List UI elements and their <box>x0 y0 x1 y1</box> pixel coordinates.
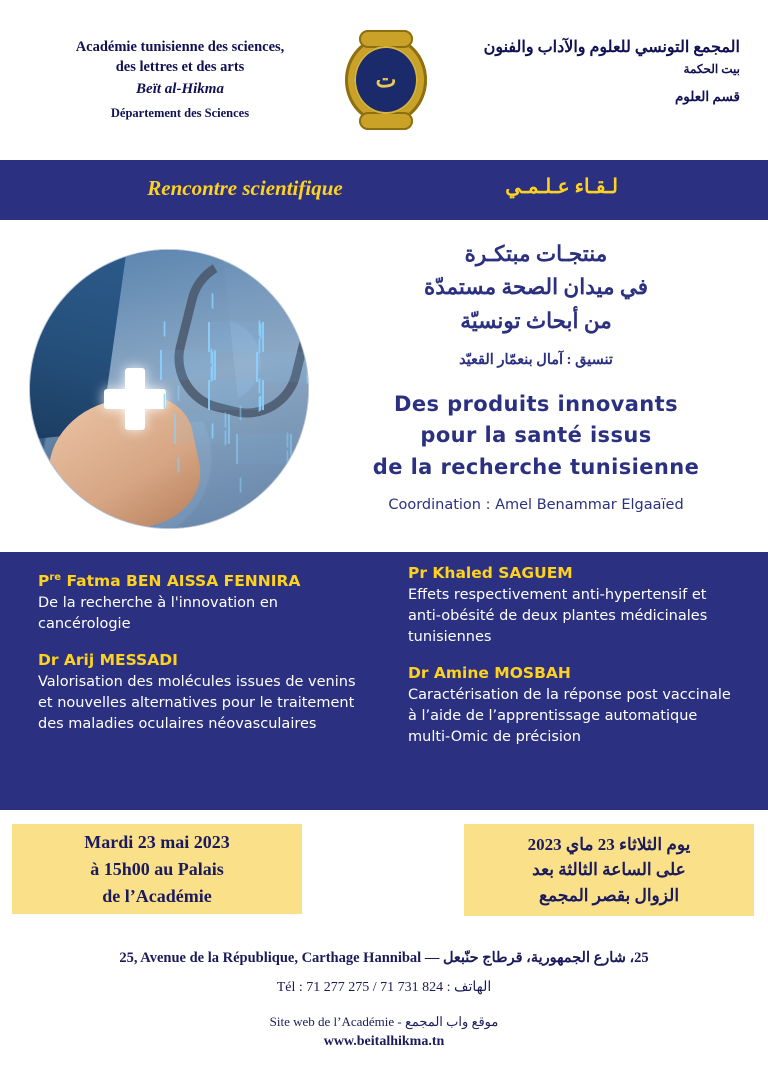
date-text-fr <box>84 829 230 910</box>
event-type-band <box>0 160 768 220</box>
speaker-talk: Valorisation des molécules issues de venins et nouvelles alternatives pour le traitement des maladies oculaires néovasculaires <box>38 674 356 733</box>
hexagon-icon <box>208 380 264 410</box>
hexagon-icon <box>160 350 216 380</box>
hexagon-icon <box>174 414 230 444</box>
date-ar-line2: على الساعة الثالثة بعد <box>532 860 686 880</box>
date-fr-line2: à 15h00 au Palais <box>90 858 224 879</box>
date-ar-line3: الزوال بقصر المجمع <box>538 885 680 905</box>
main-visual-band <box>0 220 768 552</box>
event-title-ar-line1: منتجـات مبتكـرة <box>464 242 608 266</box>
speaker-item <box>38 572 368 635</box>
event-title-fr-line2: pour la santé issus <box>420 423 652 448</box>
hexagon-icon <box>256 352 308 382</box>
logo-glyph: ت <box>375 67 397 92</box>
hexagon-icon <box>208 322 264 352</box>
department-ar: قسم العلوم <box>674 89 740 104</box>
date-fr-line1: Mardi 23 mai 2023 <box>84 831 230 852</box>
telephone-line <box>0 979 768 996</box>
website-label-line <box>0 1014 768 1030</box>
speaker-item <box>408 664 738 748</box>
academy-logo-icon <box>345 36 427 124</box>
event-title-fr-line3: de la recherche tunisienne <box>372 454 700 479</box>
medical-innovation-photo <box>30 250 308 528</box>
speaker-title-prefix: P <box>38 572 50 591</box>
speaker-name: Pr Khaled SAGUEM <box>408 564 573 582</box>
department-fr: Département des Sciences <box>110 106 250 121</box>
telephone-fr: Tél : 71 277 275 / 71 731 824 <box>276 980 444 995</box>
date-box-ar <box>464 824 754 916</box>
poster-header <box>0 0 768 158</box>
date-text-ar <box>528 832 691 909</box>
hexagon-icon <box>236 434 292 464</box>
academy-fr-name: Beït al-Hikma <box>136 81 224 98</box>
academy-name-ar <box>440 36 740 105</box>
telephone-ar: الهاتف : <box>446 980 492 995</box>
speaker-talk: Caractérisation de la réponse post vaccinale à l’aide de l’apprentissage automatique multi-Omic de précision <box>408 687 731 746</box>
speaker-item <box>408 564 738 648</box>
logo-bottom-band <box>359 112 413 130</box>
date-box-fr <box>12 824 302 914</box>
speaker-talk: De la recherche à l'innovation en cancérologie <box>38 595 278 633</box>
date-ar-line1: يوم الثلاثاء 23 ماي 2023 <box>527 834 691 854</box>
website-label-ar: موقع واب المجمع <box>405 1014 499 1029</box>
event-title-fr-line1: Des produits innovants <box>393 391 678 416</box>
speaker-talk: Effets respectivement anti-hypertensif et anti-obésité de deux plantes médicinales tunisiennes <box>408 587 708 646</box>
event-title-ar <box>322 238 750 338</box>
event-type-fr: Rencontre scientifique <box>147 176 343 200</box>
academy-fr-line1: Académie tunisienne des sciences, <box>75 39 285 55</box>
website-url[interactable]: www.beitalhikma.tn <box>323 1034 445 1049</box>
speakers-band <box>0 552 768 810</box>
event-title-ar-line3: من أبحاث تونسيّة <box>460 308 612 333</box>
event-title-ar-line2: في ميدان الصحة مستمدّة <box>423 275 649 300</box>
academy-fr-line2: des lettres et des arts <box>115 58 245 75</box>
speaker-name: Dr Arij MESSADI <box>38 651 178 670</box>
address-separator: — <box>424 950 440 966</box>
logo-inner-disc <box>354 46 418 114</box>
coordination-ar: تنسيق : آمال بنعمّار القعيّد <box>459 351 613 368</box>
event-title-fr <box>322 389 750 484</box>
speaker-name-text: Fatma BEN AISSA FENNIRA <box>61 572 301 591</box>
academy-ar-line1: المجمع التونسي للعلوم والآداب والفنون <box>483 39 740 56</box>
website-label-fr: Site web de l’Académie - <box>269 1014 402 1029</box>
speaker-title-sup: re <box>49 572 62 583</box>
address-fr: 25, Avenue de la République, Carthage Hannibal <box>119 950 422 966</box>
speaker-item <box>38 651 368 735</box>
academy-ar-line2: بيت الحكمة <box>683 62 740 76</box>
address-ar: 25، شارع الجمهورية، قرطاج حنّبعل <box>442 950 649 966</box>
address-line <box>0 950 768 967</box>
poster-footer <box>0 932 768 1086</box>
date-fr-line3: de l’Académie <box>102 885 212 906</box>
main-titles <box>322 238 750 513</box>
date-band <box>0 810 768 932</box>
speakers-column-right <box>408 564 738 764</box>
event-type-ar: لـقـاء عـلـمـي <box>505 176 618 198</box>
hexagon-network-graphic <box>150 310 308 510</box>
speakers-column-left <box>38 572 368 751</box>
speaker-name: Dr Amine MOSBAH <box>408 664 571 683</box>
speaker-name <box>38 572 368 590</box>
academy-name-fr <box>30 38 330 121</box>
coordination-fr: Coordination : Amel Benammar Elgaaïed <box>388 497 684 514</box>
